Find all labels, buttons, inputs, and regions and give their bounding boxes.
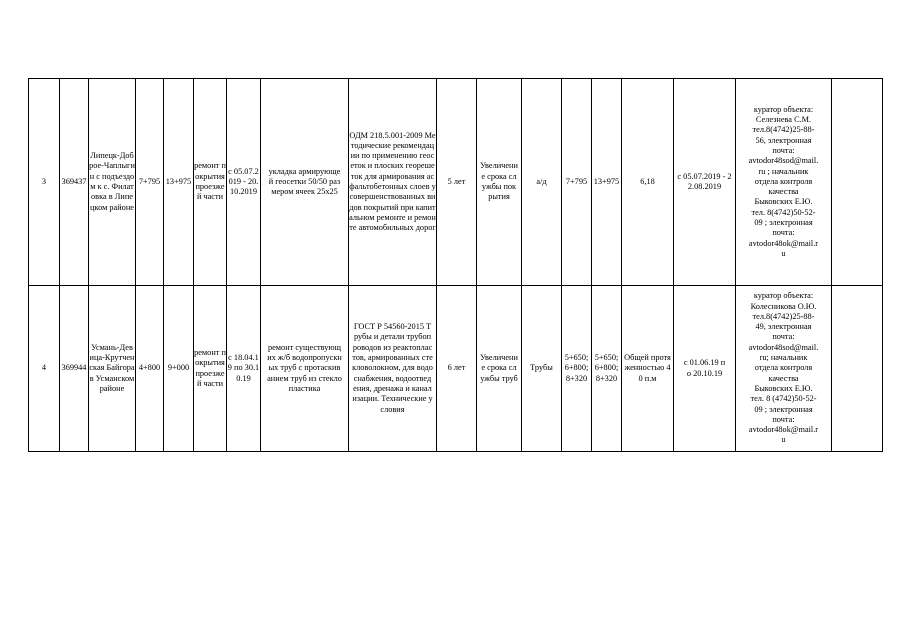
effect: Увеличение срока службы труб [477, 286, 522, 452]
section-end: 13+975 [164, 79, 194, 286]
contact-line: 09 ; электронная [754, 218, 813, 228]
note [832, 79, 883, 286]
location-end: 5+650; 6+800; 8+320 [592, 286, 622, 452]
contact-line: тел.8(4742)25-88- [752, 311, 815, 321]
work-period: с 18.04.19 по 30.10.19 [227, 286, 261, 452]
contacts [736, 286, 832, 452]
object-type: Трубы [522, 286, 562, 452]
note [832, 286, 883, 452]
location-start: 5+650; 6+800; 8+320 [562, 286, 592, 452]
road-code: 369944 [60, 286, 89, 452]
contact-line: тел.8(4742)25-88- [752, 125, 815, 135]
contact-line: почта: [772, 414, 795, 424]
contact-line: u [781, 248, 786, 258]
recommendations: ГОСТ Р 54560-2015 Трубы и детали трубопроводов из реактопластов, армированных стекловолокном, для водоснабжения, водоотведения, дренажа и канализации. Технические условия [349, 286, 437, 452]
contact-line: avtodor48ok@mail.r [748, 238, 819, 248]
works-table [28, 78, 883, 452]
contact-line: avtodor48ok@mail.r [748, 425, 819, 435]
contact-line: Колесникова О.Ю. [750, 301, 817, 311]
section-start: 4+800 [136, 286, 164, 452]
contact-line: куратор объекта: [753, 291, 814, 301]
volume: Общей протяженностью 40 п.м [622, 286, 674, 452]
measure: ремонт существующих ж/б водопропускных труб с протаскиванием труб из стеклопластика [261, 286, 349, 452]
contact-line: avtodor48sod@mail. [748, 342, 819, 352]
contact-line: отдела контроля [754, 176, 813, 186]
contact-line: u [781, 435, 786, 445]
work-period: с 05.07.2019 - 20.10.2019 [227, 79, 261, 286]
contact-line: отдела контроля [754, 363, 813, 373]
contact-line: avtodor48sod@mail. [748, 156, 819, 166]
exec-period: с 05.07.2019 - 22.08.2019 [674, 79, 736, 286]
table-row [29, 79, 883, 286]
contact-line: почта: [772, 145, 795, 155]
contact-line: куратор объекта: [753, 104, 814, 114]
contact-line: 49, электронная [755, 322, 812, 332]
road-name: Усмань-Девица-Крутченская Байгора в Усманском районе [89, 286, 136, 452]
contact-line: Быковских Е.Ю. [754, 383, 813, 393]
contact-line: тел. 8(4742)50-52- [751, 207, 816, 217]
location-end: 13+975 [592, 79, 622, 286]
object-type: а/д [522, 79, 562, 286]
location-start: 7+795 [562, 79, 592, 286]
contact-line: почта: [772, 332, 795, 342]
contact-line: качества [768, 187, 799, 197]
recommendations: ОДМ 218.5.001-2009 Методические рекомендации по применению геосеток и плоских георешеток для армирования асфальтобетонных слоев усовершенствованных видов покрытий при капитальном ремонте и ремонте автомобильных дорог [349, 79, 437, 286]
contact-line: 09 ; электронная [754, 404, 813, 414]
road-code: 369437 [60, 79, 89, 286]
row-number: 3 [29, 79, 60, 286]
effect: Увеличение срока службы покрытия [477, 79, 522, 286]
contact-line: качества [768, 373, 799, 383]
measure: укладка армирующей геосетки 50/50 размером ячеек 25х25 [261, 79, 349, 286]
exec-period: с 01.06.19 по 20.10.19 [674, 286, 736, 452]
row-number: 4 [29, 286, 60, 452]
contact-line: 56, электронная [755, 135, 812, 145]
service-life: 5 лет [437, 79, 477, 286]
contact-line: тел. 8 (4742)50-52- [750, 394, 817, 404]
contact-line: почта: [772, 228, 795, 238]
table-row [29, 286, 883, 452]
section-start: 7+795 [136, 79, 164, 286]
service-life: 6 лет [437, 286, 477, 452]
contact-line: Быковских Е.Ю. [754, 197, 813, 207]
work-type: ремонт покрытия проезжей части [194, 79, 227, 286]
contact-line: ru ; начальник [758, 166, 809, 176]
contact-line: ru; начальник [759, 353, 808, 363]
section-end: 9+000 [164, 286, 194, 452]
road-name: Липецк-Доброе-Чаплыгин с подъездом к с. Филатовка в Липецком районе [89, 79, 136, 286]
volume: 6,18 [622, 79, 674, 286]
contacts [736, 79, 832, 286]
contact-line: Селезнева С.М. [755, 115, 812, 125]
work-type: ремонт покрытия проезжей части [194, 286, 227, 452]
